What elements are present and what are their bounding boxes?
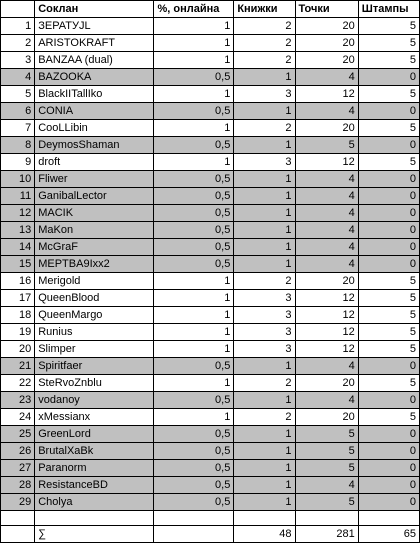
header-index [1,1,35,18]
books-count: 1 [234,205,295,222]
books-count: 3 [234,290,295,307]
books-count: 3 [234,341,295,358]
clan-name: MaKon [35,222,154,239]
row-index: 22 [1,375,35,392]
online-percent: 1 [154,86,234,103]
stamps-count: 5 [358,341,419,358]
stamps-count: 0 [358,188,419,205]
header-books: Книжки [234,1,295,18]
row-index: 1 [1,18,35,35]
table-row [1,239,420,256]
totals-empty-cell [154,526,234,543]
books-count: 1 [234,171,295,188]
online-percent: 0,5 [154,392,234,409]
points-count: 12 [295,324,358,341]
table-row [1,205,420,222]
online-percent: 1 [154,307,234,324]
table-row [1,290,420,307]
stamps-count: 0 [358,460,419,477]
online-percent: 0,5 [154,188,234,205]
points-count: 4 [295,188,358,205]
table-row [1,341,420,358]
table-row [1,324,420,341]
points-count: 4 [295,477,358,494]
online-percent: 1 [154,52,234,69]
row-index: 25 [1,426,35,443]
row-index: 10 [1,171,35,188]
totals-empty-cell [1,526,35,543]
row-index: 12 [1,205,35,222]
stamps-count: 5 [358,307,419,324]
row-index: 21 [1,358,35,375]
online-percent: 0,5 [154,137,234,154]
table-body [1,18,420,511]
books-count: 2 [234,18,295,35]
clan-name: CooLLibin [35,120,154,137]
stamps-count: 0 [358,256,419,273]
books-count: 2 [234,52,295,69]
online-percent: 1 [154,120,234,137]
books-count: 1 [234,103,295,120]
points-count: 4 [295,256,358,273]
online-percent: 0,5 [154,222,234,239]
online-percent: 1 [154,273,234,290]
stamps-count: 5 [358,86,419,103]
header-online-percent: %, онлайна [154,1,234,18]
table-row [1,188,420,205]
stamps-count: 0 [358,69,419,86]
blank-cell [154,511,234,526]
table-row [1,69,420,86]
table-row [1,256,420,273]
books-count: 1 [234,392,295,409]
online-percent: 0,5 [154,239,234,256]
row-index: 5 [1,86,35,103]
table-row [1,409,420,426]
books-count: 1 [234,460,295,477]
table-row [1,460,420,477]
clan-name: MEPTBA9Ixx2 [35,256,154,273]
online-percent: 0,5 [154,358,234,375]
clan-name: BAZOOKA [35,69,154,86]
row-index: 8 [1,137,35,154]
table-row [1,426,420,443]
points-count: 4 [295,392,358,409]
stamps-count: 0 [358,477,419,494]
table-row [1,137,420,154]
table-row [1,494,420,511]
points-count: 4 [295,222,358,239]
stamps-count: 5 [358,290,419,307]
row-index: 20 [1,341,35,358]
stamps-count: 5 [358,324,419,341]
total-books: 48 [234,526,295,543]
table-row [1,120,420,137]
total-stamps: 65 [358,526,419,543]
row-index: 17 [1,290,35,307]
online-percent: 1 [154,154,234,171]
clan-name: Cholya [35,494,154,511]
online-percent: 1 [154,375,234,392]
online-percent: 1 [154,341,234,358]
blank-cell [358,511,419,526]
row-index: 23 [1,392,35,409]
table-row [1,477,420,494]
clan-name: DeymosShaman [35,137,154,154]
points-count: 5 [295,137,358,154]
clan-name: BANZAA (dual) [35,52,154,69]
online-percent: 1 [154,290,234,307]
books-count: 2 [234,375,295,392]
books-count: 3 [234,154,295,171]
table-row [1,35,420,52]
books-count: 1 [234,477,295,494]
clan-name: BlackIITallIko [35,86,154,103]
clan-name: ResistanceBD [35,477,154,494]
clan-name: Slimper [35,341,154,358]
clan-name: Spiritfaer [35,358,154,375]
stamps-count: 0 [358,392,419,409]
row-index: 9 [1,154,35,171]
stamps-count: 0 [358,358,419,375]
clan-name: droft [35,154,154,171]
row-index: 2 [1,35,35,52]
row-index: 14 [1,239,35,256]
clan-name: xMessianx [35,409,154,426]
row-index: 15 [1,256,35,273]
books-count: 2 [234,35,295,52]
header-row [1,1,420,18]
stamps-count: 5 [358,375,419,392]
points-count: 4 [295,171,358,188]
stamps-count: 0 [358,239,419,256]
books-count: 2 [234,120,295,137]
table-row [1,18,420,35]
stamps-count: 0 [358,426,419,443]
table-row [1,154,420,171]
books-count: 1 [234,239,295,256]
row-index: 4 [1,69,35,86]
totals-row [1,526,420,543]
table-row [1,358,420,375]
points-count: 4 [295,69,358,86]
blank-cell [295,511,358,526]
points-count: 4 [295,358,358,375]
books-count: 1 [234,137,295,154]
blank-cell [35,511,154,526]
table-row [1,171,420,188]
row-index: 29 [1,494,35,511]
clan-name: ЗЕРАТУJL [35,18,154,35]
sum-symbol: ∑ [35,526,154,543]
row-index: 6 [1,103,35,120]
books-count: 3 [234,324,295,341]
clan-name: QueenMargo [35,307,154,324]
online-percent: 0,5 [154,494,234,511]
online-percent: 1 [154,35,234,52]
stamps-count: 5 [358,52,419,69]
row-index: 27 [1,460,35,477]
table-row [1,52,420,69]
points-count: 12 [295,307,358,324]
points-count: 5 [295,443,358,460]
clan-name: GanibalLector [35,188,154,205]
clan-name: Fliwer [35,171,154,188]
online-percent: 0,5 [154,426,234,443]
points-count: 12 [295,154,358,171]
row-index: 18 [1,307,35,324]
online-percent: 0,5 [154,460,234,477]
header-points: Точки [295,1,358,18]
total-points: 281 [295,526,358,543]
points-count: 12 [295,341,358,358]
online-percent: 0,5 [154,256,234,273]
clan-name: BrutalXaBk [35,443,154,460]
clan-name: ARISTOKRAFT [35,35,154,52]
clan-name: Paranorm [35,460,154,477]
points-count: 20 [295,18,358,35]
clan-name: GreenLord [35,426,154,443]
clan-name: MACIK [35,205,154,222]
books-count: 1 [234,358,295,375]
stamps-count: 0 [358,205,419,222]
online-percent: 0,5 [154,103,234,120]
stamps-count: 5 [358,273,419,290]
points-count: 20 [295,375,358,392]
online-percent: 1 [154,409,234,426]
online-percent: 1 [154,324,234,341]
table-row [1,307,420,324]
stamps-count: 0 [358,171,419,188]
books-count: 3 [234,86,295,103]
stamps-count: 0 [358,494,419,511]
books-count: 1 [234,222,295,239]
clan-name: McGraF [35,239,154,256]
row-index: 7 [1,120,35,137]
table-row [1,273,420,290]
books-count: 1 [234,443,295,460]
header-clan: Соклан [35,1,154,18]
clan-name: QueenBlood [35,290,154,307]
books-count: 3 [234,307,295,324]
books-count: 1 [234,494,295,511]
stamps-count: 0 [358,137,419,154]
stamps-count: 5 [358,35,419,52]
stamps-count: 5 [358,154,419,171]
points-count: 20 [295,35,358,52]
table-row [1,103,420,120]
row-index: 13 [1,222,35,239]
table-row [1,375,420,392]
row-index: 28 [1,477,35,494]
points-count: 5 [295,426,358,443]
table-row [1,86,420,103]
points-count: 20 [295,52,358,69]
points-count: 12 [295,290,358,307]
blank-cell [1,511,35,526]
stamps-count: 0 [358,443,419,460]
clan-name: CONIA [35,103,154,120]
stamps-count: 0 [358,103,419,120]
clan-name: vodanoy [35,392,154,409]
row-index: 3 [1,52,35,69]
points-count: 12 [295,86,358,103]
row-index: 11 [1,188,35,205]
online-percent: 0,5 [154,205,234,222]
online-percent: 1 [154,18,234,35]
blank-row [1,511,420,526]
books-count: 2 [234,409,295,426]
header-stamps: Штампы [358,1,419,18]
books-count: 1 [234,188,295,205]
points-count: 4 [295,205,358,222]
table-row [1,392,420,409]
online-percent: 0,5 [154,477,234,494]
books-count: 1 [234,256,295,273]
points-count: 20 [295,120,358,137]
points-count: 5 [295,460,358,477]
stamps-count: 0 [358,222,419,239]
points-count: 4 [295,239,358,256]
blank-cell [234,511,295,526]
points-count: 20 [295,273,358,290]
books-count: 2 [234,273,295,290]
online-percent: 0,5 [154,171,234,188]
stamps-count: 5 [358,18,419,35]
row-index: 16 [1,273,35,290]
clan-name: Merigold [35,273,154,290]
row-index: 24 [1,409,35,426]
stamps-count: 5 [358,409,419,426]
table-row [1,443,420,460]
online-percent: 0,5 [154,69,234,86]
points-count: 4 [295,103,358,120]
table-row [1,222,420,239]
points-count: 20 [295,409,358,426]
books-count: 1 [234,426,295,443]
row-index: 26 [1,443,35,460]
clan-name: Runius [35,324,154,341]
clan-name: SteRvoZnblu [35,375,154,392]
online-percent: 0,5 [154,443,234,460]
row-index: 19 [1,324,35,341]
books-count: 1 [234,69,295,86]
points-count: 5 [295,494,358,511]
stamps-count: 5 [358,120,419,137]
